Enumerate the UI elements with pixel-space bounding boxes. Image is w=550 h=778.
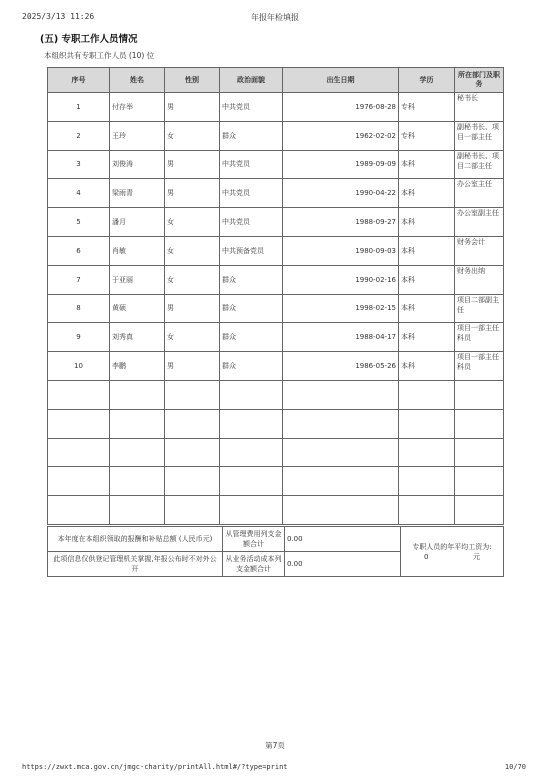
compensation-summary-table: [47, 526, 504, 577]
cell-index: 6: [48, 236, 110, 265]
cell-department-position: [455, 467, 504, 496]
cell-index: 8: [48, 294, 110, 323]
cell-department-position: 项目一部主任科员: [455, 323, 504, 352]
table-row: [48, 409, 504, 438]
cell-department-position: [455, 438, 504, 467]
cell-political-status: 群众: [220, 352, 283, 381]
cell-index: [48, 496, 110, 525]
cell-education: 本科: [399, 208, 455, 237]
cell-gender: 女: [165, 236, 220, 265]
print-page-title: 年报年检填报: [251, 13, 299, 22]
cell-name: 付存举: [110, 93, 165, 122]
cell-gender: [165, 380, 220, 409]
cell-index: 7: [48, 265, 110, 294]
table-row: [48, 294, 504, 323]
cell-education: 本科: [399, 323, 455, 352]
cell-name: [110, 409, 165, 438]
cell-name: 潘月: [110, 208, 165, 237]
cell-index: [48, 438, 110, 467]
cell-index: 4: [48, 179, 110, 208]
cell-gender: 男: [165, 352, 220, 381]
cell-political-status: [220, 467, 283, 496]
cell-political-status: 中共党员: [220, 93, 283, 122]
business-cost-value: 0.00: [285, 552, 401, 577]
cell-birth-date: [283, 496, 399, 525]
table-row: [48, 121, 504, 150]
table-row: [48, 93, 504, 122]
table-row: [48, 467, 504, 496]
cell-political-status: 群众: [220, 121, 283, 150]
cell-index: 1: [48, 93, 110, 122]
table-row: [48, 323, 504, 352]
col-header-index: 序号: [48, 68, 110, 93]
cell-birth-date: 1976-08-28: [283, 93, 399, 122]
cell-political-status: 群众: [220, 265, 283, 294]
cell-index: [48, 409, 110, 438]
cell-name: [110, 496, 165, 525]
cell-birth-date: 1988-04-17: [283, 323, 399, 352]
cell-index: 3: [48, 150, 110, 179]
cell-education: 专科: [399, 121, 455, 150]
staff-count-line: 本组织共有专职工作人员 (10) 位: [44, 51, 155, 60]
cell-education: [399, 438, 455, 467]
cell-birth-date: 1986-05-26: [283, 352, 399, 381]
cell-political-status: 群众: [220, 323, 283, 352]
cell-birth-date: [283, 380, 399, 409]
cell-index: 10: [48, 352, 110, 381]
cell-political-status: 中共党员: [220, 208, 283, 237]
section-title: (五) 专职工作人员情况: [40, 34, 138, 45]
print-datetime: 2025/3/13 11:26: [22, 12, 95, 21]
cell-gender: 女: [165, 265, 220, 294]
business-cost-label: 从业务活动成本列支金额合计: [223, 552, 285, 577]
cell-political-status: [220, 409, 283, 438]
table-row: [48, 265, 504, 294]
col-header-education: 学历: [399, 68, 455, 93]
cell-department-position: 秘书长: [455, 93, 504, 122]
cell-department-position: 项目一部主任科员: [455, 352, 504, 381]
cell-birth-date: [283, 438, 399, 467]
cell-political-status: [220, 380, 283, 409]
print-page-count: 10/70: [504, 763, 526, 771]
cell-department-position: 副秘书长、项目一部主任: [455, 121, 504, 150]
staff-table: [47, 67, 504, 525]
cell-birth-date: 1980-09-03: [283, 236, 399, 265]
cell-political-status: [220, 496, 283, 525]
cell-department-position: 副秘书长、项目二部主任: [455, 150, 504, 179]
cell-department-position: 办公室副主任: [455, 208, 504, 237]
cell-department-position: 财务会计: [455, 236, 504, 265]
cell-department-position: [455, 409, 504, 438]
cell-birth-date: 1990-02-16: [283, 265, 399, 294]
col-header-department-position: 所在部门及职务: [455, 68, 504, 93]
cell-name: [110, 467, 165, 496]
cell-political-status: 中共党员: [220, 179, 283, 208]
cell-gender: [165, 496, 220, 525]
average-salary-value: 0: [424, 552, 429, 561]
cell-political-status: 中共预备党员: [220, 236, 283, 265]
cell-birth-date: 1998-02-15: [283, 294, 399, 323]
print-url: https://zwxt.mca.gov.cn/jmgc-charity/printAll.html#/?type=print: [22, 763, 288, 771]
cell-education: [399, 409, 455, 438]
cell-department-position: [455, 496, 504, 525]
cell-gender: 女: [165, 121, 220, 150]
col-header-gender: 性别: [165, 68, 220, 93]
col-header-birth-date: 出生日期: [283, 68, 399, 93]
cell-education: [399, 467, 455, 496]
cell-index: 5: [48, 208, 110, 237]
table-row: [48, 380, 504, 409]
cell-education: 本科: [399, 236, 455, 265]
col-header-political-status: 政治面貌: [220, 68, 283, 93]
cell-education: 专科: [399, 93, 455, 122]
col-header-name: 姓名: [110, 68, 165, 93]
cell-birth-date: 1962-02-02: [283, 121, 399, 150]
cell-birth-date: [283, 467, 399, 496]
cell-education: 本科: [399, 352, 455, 381]
cell-name: 李鹏: [110, 352, 165, 381]
mgmt-expense-label: 从管理费用列支金额合计: [223, 527, 285, 552]
cell-gender: [165, 467, 220, 496]
compensation-total-label: 本年度在本组织领取的报酬和补贴总额 (人民币元): [48, 527, 223, 552]
cell-gender: 男: [165, 93, 220, 122]
cell-department-position: 项目二部副主任: [455, 294, 504, 323]
cell-index: [48, 467, 110, 496]
page-number: 第7页: [265, 741, 285, 750]
cell-education: 本科: [399, 265, 455, 294]
table-row: [48, 150, 504, 179]
cell-birth-date: 1990-04-22: [283, 179, 399, 208]
table-row: [48, 438, 504, 467]
cell-name: 梁雨青: [110, 179, 165, 208]
cell-education: [399, 496, 455, 525]
cell-gender: 男: [165, 179, 220, 208]
cell-name: 刘俊涛: [110, 150, 165, 179]
table-row: [48, 236, 504, 265]
table-row: [48, 208, 504, 237]
cell-gender: 女: [165, 208, 220, 237]
cell-name: 刘秀真: [110, 323, 165, 352]
cell-department-position: [455, 380, 504, 409]
cell-name: [110, 380, 165, 409]
cell-name: 肖敏: [110, 236, 165, 265]
mgmt-expense-value: 0.00: [285, 527, 401, 552]
cell-gender: 男: [165, 294, 220, 323]
table-row: [48, 496, 504, 525]
cell-political-status: 中共党员: [220, 150, 283, 179]
cell-gender: 女: [165, 323, 220, 352]
compensation-privacy-note: 此项信息仅供登记管理机关掌握,年报公布时不对外公开: [48, 552, 223, 577]
average-salary-label: 专职人员的年平均工资为:: [412, 542, 492, 551]
cell-education: [399, 380, 455, 409]
cell-name: 于亚丽: [110, 265, 165, 294]
cell-index: [48, 380, 110, 409]
cell-gender: 男: [165, 150, 220, 179]
cell-name: [110, 438, 165, 467]
average-salary-line: [403, 552, 501, 562]
cell-index: 9: [48, 323, 110, 352]
average-salary-cell: [401, 527, 504, 577]
cell-gender: [165, 438, 220, 467]
cell-education: 本科: [399, 179, 455, 208]
cell-education: 本科: [399, 294, 455, 323]
cell-name: 黄硕: [110, 294, 165, 323]
staff-table-header-row: [48, 68, 504, 93]
cell-department-position: 办公室主任: [455, 179, 504, 208]
cell-index: 2: [48, 121, 110, 150]
cell-birth-date: 1988-09-27: [283, 208, 399, 237]
cell-political-status: 群众: [220, 294, 283, 323]
table-row: [48, 179, 504, 208]
cell-birth-date: 1989-09-09: [283, 150, 399, 179]
cell-gender: [165, 409, 220, 438]
cell-name: 王玲: [110, 121, 165, 150]
cell-department-position: 财务出纳: [455, 265, 504, 294]
cell-political-status: [220, 438, 283, 467]
cell-birth-date: [283, 409, 399, 438]
average-salary-unit: 元: [472, 552, 480, 561]
table-row: [48, 352, 504, 381]
cell-education: 本科: [399, 150, 455, 179]
